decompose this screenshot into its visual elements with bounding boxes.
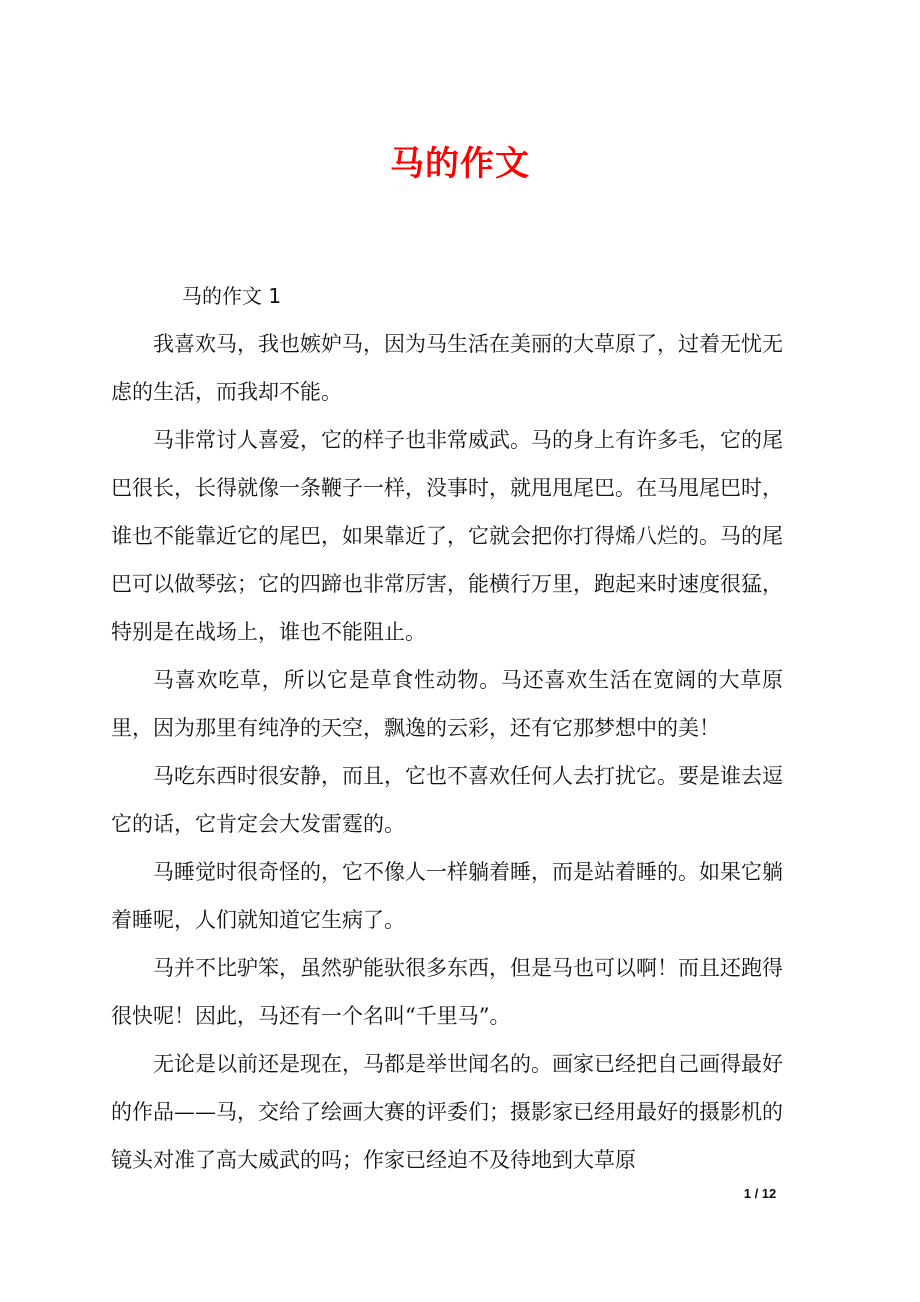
paragraph: 马睡觉时很奇怪的，它不像人一样躺着睡，而是站着睡的。如果它躺着睡呢，人们就知道它生病了。 xyxy=(111,860,783,932)
paragraph: 马并不比驴笨，虽然驴能驮很多东西，但是马也可以啊！而且还跑得很快呢！因此，马还有一个名叫“千里马”。 xyxy=(111,956,783,1028)
page-number: 1 / 12 xyxy=(743,1186,777,1201)
document-title: 马的作文 xyxy=(390,144,530,184)
paragraph: 马吃东西时很安静，而且，它也不喜欢任何人去打扰它。要是谁去逗它的话，它肯定会大发雷霆的。 xyxy=(111,764,783,836)
paragraph: 我喜欢马，我也嫉妒马，因为马生活在美丽的大草原了，过着无忧无虑的生活，而我却不能。 xyxy=(111,332,783,404)
paragraph: 马喜欢吃草，所以它是草食性动物。马还喜欢生活在宽阔的大草原里，因为那里有纯净的天空，飘逸的云彩，还有它那梦想中的美！ xyxy=(111,668,783,740)
essay-body xyxy=(111,320,783,1184)
paragraph: 无论是以前还是现在，马都是举世闻名的。画家已经把自己画得最好的作品——马，交给了绘画大赛的评委们；摄影家已经用最好的摄影机的镜头对准了高大威武的吗；作家已经迫不及待地到大草原 xyxy=(111,1052,783,1172)
section-heading: 马的作文 1 xyxy=(182,284,282,308)
paragraph: 马非常讨人喜爱，它的样子也非常威武。马的身上有许多毛，它的尾巴很长，长得就像一条鞭子一样，没事时，就甩甩尾巴。在马甩尾巴时，谁也不能靠近它的尾巴，如果靠近了，它就会把你打得烯八烂的。马的尾巴可以做琴弦；它的四蹄也非常厉害，能横行万里，跑起来时速度很猛，特别是在战场上，谁也不能阻止。 xyxy=(111,428,783,644)
